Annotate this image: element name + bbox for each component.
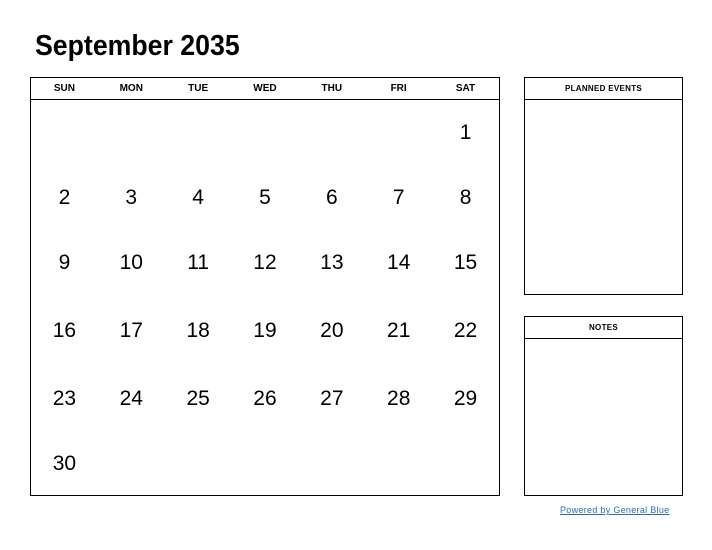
calendar-grid xyxy=(30,77,500,496)
day-cell: 23 xyxy=(52,387,77,410)
weekday-sun: SUN xyxy=(53,83,75,94)
day-cell: 10 xyxy=(119,251,143,274)
planned-events-panel xyxy=(524,77,683,295)
day-cell: 18 xyxy=(186,319,210,342)
day-cell: 27 xyxy=(320,387,344,410)
weekday-header xyxy=(31,78,499,100)
day-cell: 13 xyxy=(320,251,344,274)
weekday-fri: FRI xyxy=(390,83,407,94)
day-cell: 17 xyxy=(119,319,143,342)
weekday-tue: TUE xyxy=(188,83,209,94)
day-cell: 16 xyxy=(52,319,77,342)
weekday-thu: THU xyxy=(321,83,343,94)
day-cell: 21 xyxy=(387,319,411,342)
planned-events-header: PLANNED EVENTS xyxy=(525,78,682,100)
day-cell: 28 xyxy=(387,387,411,410)
day-cell: 24 xyxy=(119,387,143,410)
calendar-title: September 2035 xyxy=(35,30,240,62)
day-cell: 3 xyxy=(125,186,138,209)
day-cell: 1 xyxy=(459,121,472,144)
weekday-sat: SAT xyxy=(455,83,476,94)
weekday-mon: MON xyxy=(119,83,143,94)
powered-by-link[interactable]: Powered by General Blue xyxy=(560,505,670,515)
day-cell: 9 xyxy=(58,251,71,274)
day-cell: 5 xyxy=(259,186,271,209)
day-cell: 11 xyxy=(187,251,210,274)
weekday-wed: WED xyxy=(253,83,277,94)
day-cell: 20 xyxy=(320,319,344,342)
day-cell: 19 xyxy=(253,319,277,342)
day-cell: 26 xyxy=(253,387,277,410)
day-cell: 4 xyxy=(192,186,204,209)
notes-header: NOTES xyxy=(525,317,682,339)
day-cell: 15 xyxy=(453,251,478,274)
day-cell: 6 xyxy=(326,186,338,209)
day-cell: 29 xyxy=(453,387,478,410)
day-cell: 12 xyxy=(253,251,277,274)
day-cell: 22 xyxy=(453,319,478,342)
day-cell: 25 xyxy=(186,387,210,410)
day-cell: 2 xyxy=(58,186,71,209)
day-cell: 30 xyxy=(52,452,77,475)
notes-panel xyxy=(524,316,683,496)
day-cell: 14 xyxy=(387,251,411,274)
day-cell: 8 xyxy=(459,186,472,209)
day-grid xyxy=(31,100,499,495)
day-cell: 7 xyxy=(392,186,405,209)
